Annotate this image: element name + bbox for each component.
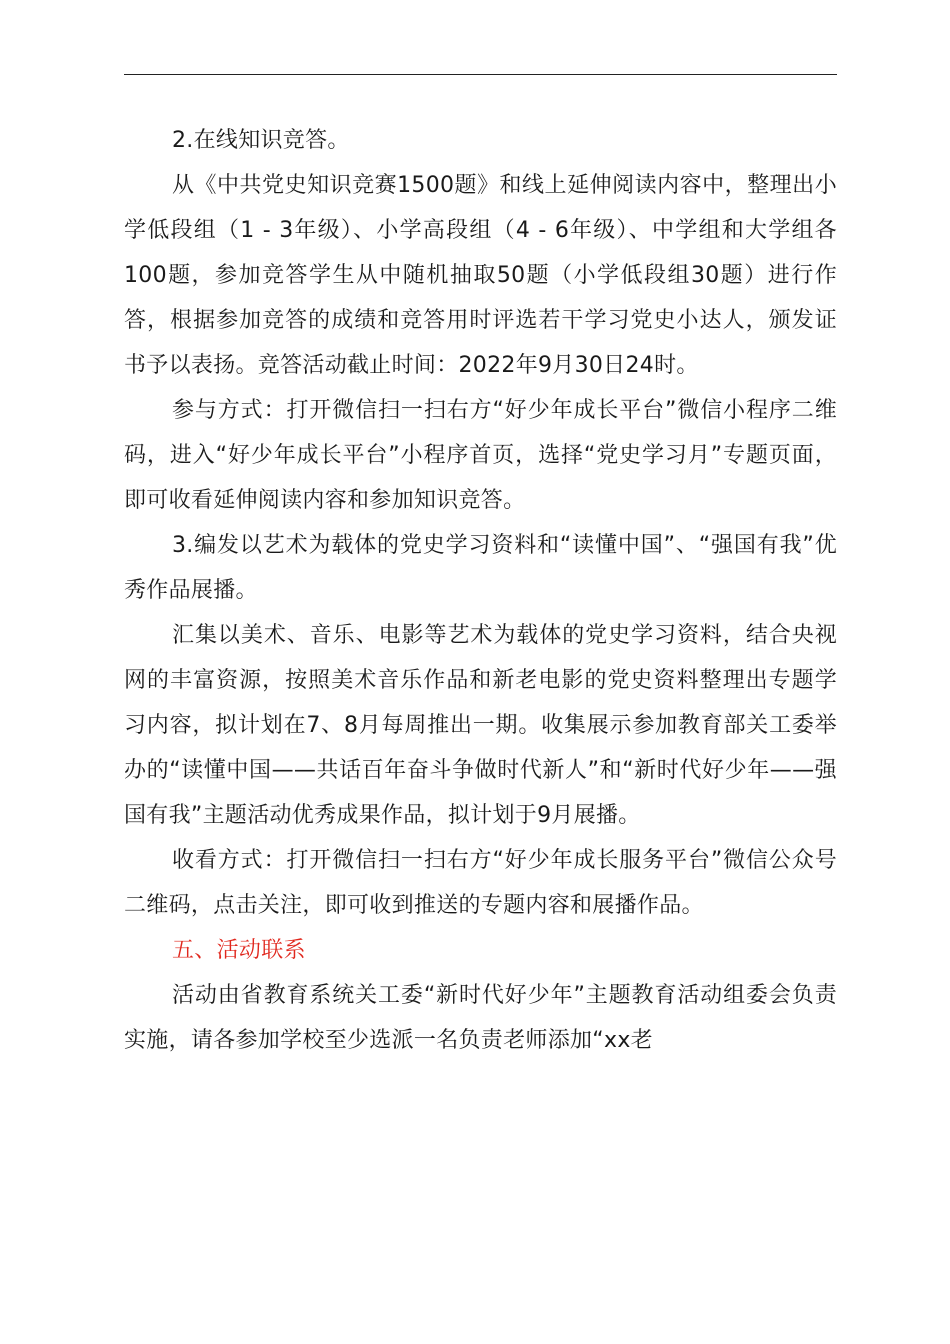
document-body (124, 118, 837, 1063)
paragraph-quiz-details: 从《中共党史知识竞赛1500题》和线上延伸阅读内容中，整理出小学低段组（1 - 3年级）、小学高段组（4 - 6年级）、中学组和大学组各100题，参加竞答学生从中随机抽取50题（小学低段组30题）进行作答，根据参加竞答的成绩和竞答用时评选若干学习党史小达人，颁发证书予以表扬。竞答活动截止时间：2022年9月30日24时。 (124, 173, 837, 378)
item-heading-online-quiz: 2.在线知识竞答。 (172, 128, 350, 153)
paragraph-participation-method: 参与方式：打开微信扫一扫右方“好少年成长平台”微信小程序二维码，进入“好少年成长平台”小程序首页，选择“党史学习月”专题页面，即可收看延伸阅读内容和参加知识竞答。 (124, 398, 837, 513)
item-heading-art-materials: 3.编发以艺术为载体的党史学习资料和“读懂中国”、“强国有我”优秀作品展播。 (124, 533, 837, 603)
paragraph-viewing-method: 收看方式：打开微信扫一扫右方“好少年成长服务平台”微信公众号二维码，点击关注，即可收到推送的专题内容和展播作品。 (124, 848, 837, 918)
header-rule (124, 74, 837, 75)
paragraph-contact-details: 活动由省教育系统关工委“新时代好少年”主题教育活动组委会负责实施，请各参加学校至少选派一名负责老师添加“xx老 (124, 983, 837, 1053)
section-heading-contact: 五、活动联系 (172, 938, 306, 963)
paragraph-art-materials-details: 汇集以美术、音乐、电影等艺术为载体的党史学习资料，结合央视网的丰富资源，按照美术音乐作品和新老电影的党史资料整理出专题学习内容，拟计划在7、8月每周推出一期。收集展示参加教育部关工委举办的“读懂中国——共话百年奋斗争做时代新人”和“新时代好少年——强国有我”主题活动优秀成果作品，拟计划于9月展播。 (124, 623, 837, 828)
